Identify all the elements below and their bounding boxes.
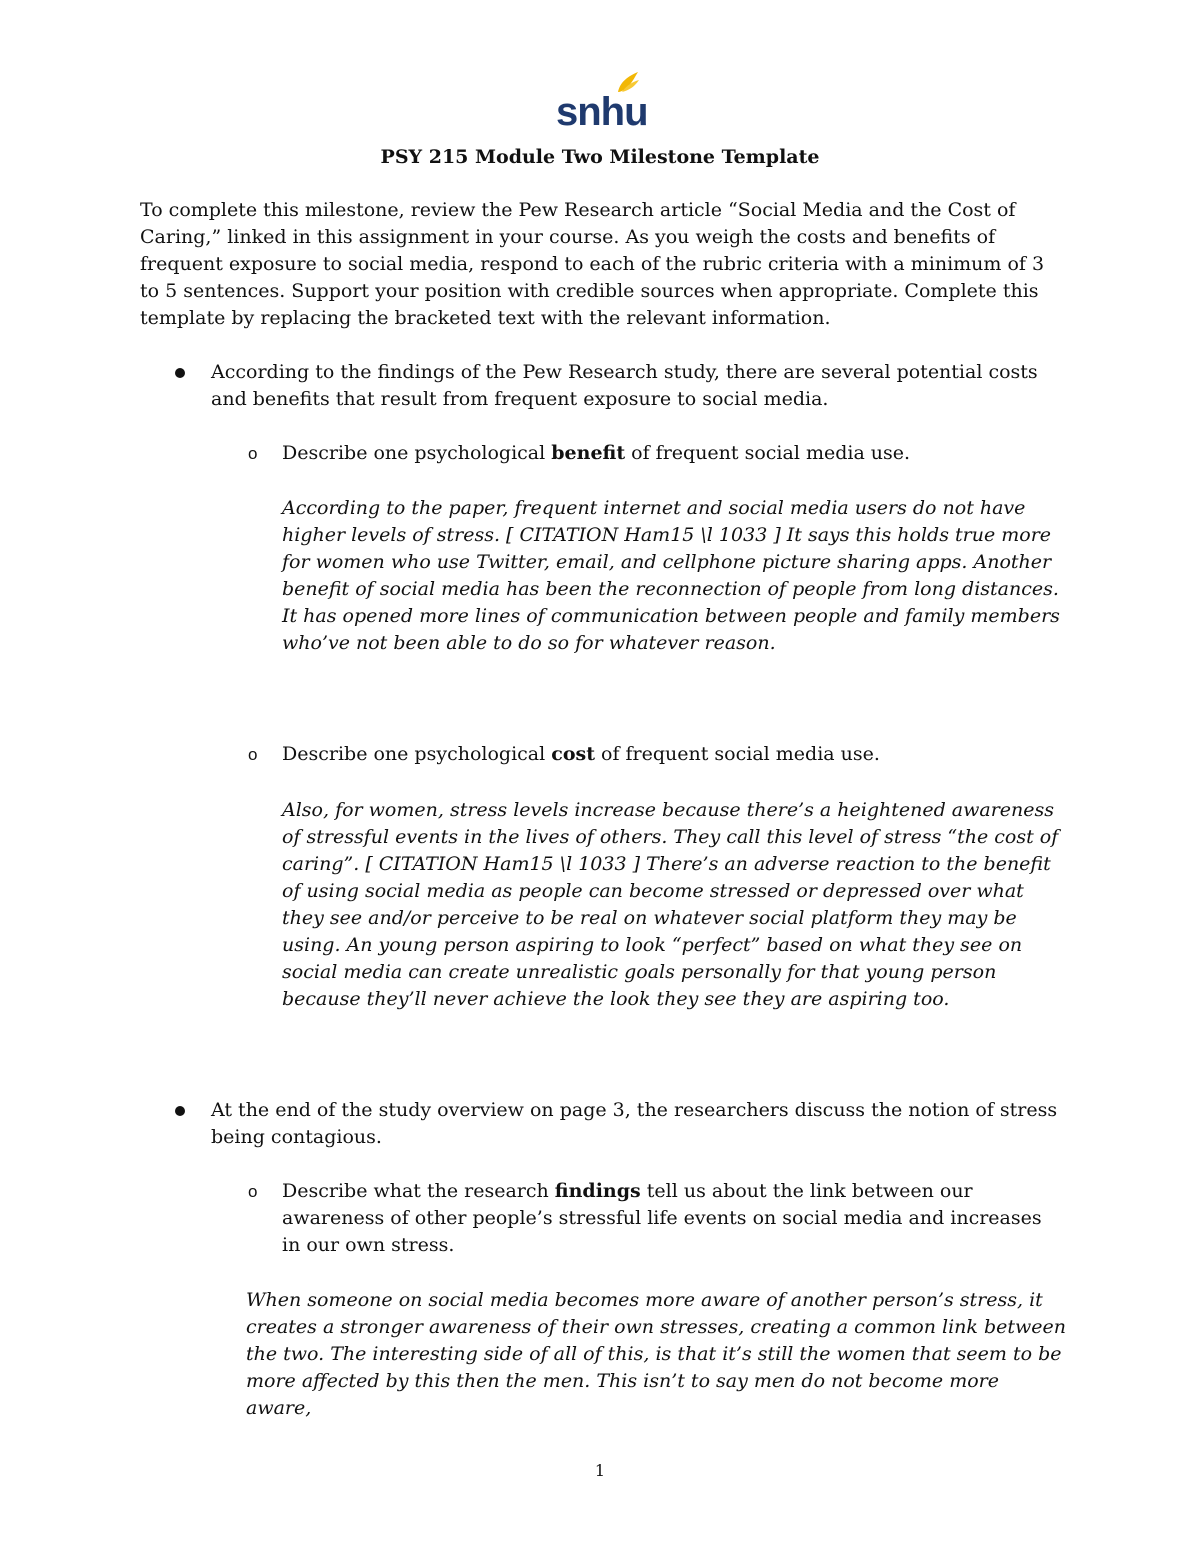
bullet-marker [175,368,185,378]
snhu-logo [556,70,648,134]
prompt-findings [282,1178,1062,1259]
prompt-findings-bold: findings [554,1180,641,1202]
prompt-cost [282,741,1062,768]
prompt-findings-after: tell us about the link between our awareness of other people’s stressful life events on social media and increases in our own stress. [282,1180,1042,1256]
criterion-2-text: At the end of the study overview on page 3, the researchers discuss the notion of stress being contagious. [211,1099,1058,1148]
page-number: 1 [594,1461,606,1480]
page-title: PSY 215 Module Two Milestone Template [380,146,820,168]
prompt-benefit-bold: benefit [551,442,626,464]
prompt-cost-bold: cost [551,743,595,765]
logo-text: snhu [556,90,648,134]
sub-bullet-marker: o [248,1182,258,1201]
prompt-cost-after: of frequent social media use. [594,743,880,765]
prompt-benefit [282,440,1062,467]
answer-benefit: According to the paper, frequent internet and social media users do not have higher levels of stress. [ CITATION Ham15 \l 1033 ] It says this holds true more for women who use Twitter, email, and cellphone picture sharing apps. Another benefit of social media has been the reconnection of people from long distances. It has opened more lines of communication between people and family members who’ve not been able to do so for whatever reason. [282,497,1060,654]
sub-bullet-marker: o [248,444,258,463]
answer-cost: Also, for women, stress levels increase because there’s a heightened awareness of stressful events in the lives of others. They call this level of stress “the cost of caring”. [ CITATION Ham15 \l 1033 ] There’s an adverse reaction to the benefit of using social media as people can become stressed or depressed over what they see and/or perceive to be real on whatever social platform they may be using. An young person aspiring to look “perfect” based on what they see on social media can create unrealistic goals personally for that young person because they’ll never achieve the look they see they are aspiring too. [282,799,1059,1010]
intro-paragraph: To complete this milestone, review the Pew Research article “Social Media and the Cost of Caring,” linked in this assignment in your course. As you weigh the costs and benefits of frequent exposure to social media, respond to each of the rubric criteria with a minimum of 3 to 5 sentences. Support your position with credible sources when appropriate. Complete this template by replacing the bracketed text with the relevant information. [140,199,1045,329]
criterion-1-text: According to the findings of the Pew Research study, there are several potential costs and benefits that result from frequent exposure to social media. [211,361,1038,410]
bullet-marker [175,1106,185,1116]
sub-bullet-marker: o [248,745,258,764]
prompt-benefit-after: of frequent social media use. [625,442,911,464]
prompt-findings-before: Describe what the research [282,1180,555,1202]
prompt-benefit-before: Describe one psychological [282,442,552,464]
prompt-cost-before: Describe one psychological [282,743,552,765]
answer-findings: When someone on social media becomes more aware of another person’s stress, it creates a stronger awareness of their own stresses, creating a common link between the two. The interesting side of all of this, is that it’s still the women that seem to be more affected by this then the men. This isn’t to say men do not become more aware, [246,1289,1066,1419]
